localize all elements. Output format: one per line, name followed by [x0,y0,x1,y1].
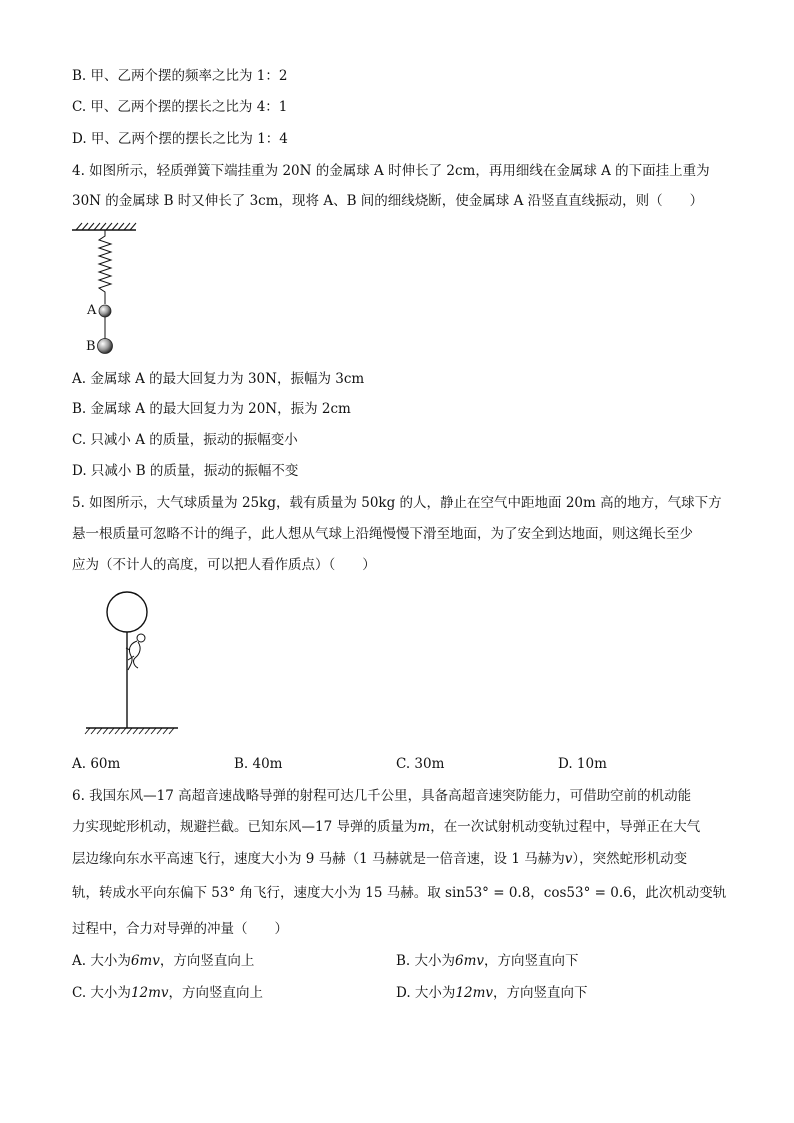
q4-stem-line1: 4. 如图所示，轻质弹簧下端挂重为 20N 的金属球 A 时伸长了 2cm，再用细线在金属球 A 的下面挂上重为 [72,163,710,179]
q6-option-b-prefix: B. 大小为 [396,953,456,969]
q6-option-b [396,952,579,970]
spring-figure [70,220,150,360]
q6-velocity-symbol: v [564,851,573,867]
q6-option-a-prefix: A. 大小为 [72,953,131,969]
q5-stem-line2: 悬一根质量可忽略不计的绳子，此人想从气球上沿绳慢慢下滑至地面，为了安全到达地面，则这绳长至少 [72,526,693,542]
q6-option-a-value: 6mv [130,953,160,969]
q6-stem-line2-a: 力实现蛇形机动，规避拦截。已知东风—17 导弹的质量为 [72,819,418,835]
ball-b-label: B [86,339,96,354]
q6-option-d-direction: ，方向竖直向下 [493,985,588,1001]
q6-stem-line2-b: ，在一次试射机动变轨过程中，导弹正在大气 [430,819,701,835]
q5-option-d: D. 10m [558,756,607,772]
q6-mass-symbol: m [417,819,431,835]
q6-stem-line3 [72,850,687,868]
q6-option-c-value: 12mv [130,985,169,1001]
q6-option-a [72,952,254,970]
q5-option-a: A. 60m [72,756,121,772]
q6-option-d-value: 12mv [455,985,494,1001]
q4-option-a: A. 金属球 A 的最大回复力为 30N，振幅为 3cm [72,371,365,387]
q6-option-b-value: 6mv [455,953,485,969]
q6-stem-line2 [72,818,700,836]
q5-option-c: C. 30m [396,756,445,772]
q4-option-d: D. 只减小 B 的质量，振动的振幅不变 [72,463,299,479]
q6-stem-line1: 6. 我国东风—17 高超音速战略导弹的射程可达几千公里，具备高超音速突防能力，可借助空前的机动能 [72,788,692,804]
q4-option-b: B. 金属球 A 的最大回复力为 20N，振为 2cm [72,401,351,417]
ball-a-label: A [87,303,97,318]
q6-stem-line4: 轨，转成水平向东偏下 53° 角飞行，速度大小为 15 马赫。取 sin53° = 0.8，cos53° = 0.6，此次机动变轨 [72,885,727,901]
q6-option-c [72,984,263,1002]
q6-option-d [396,984,588,1002]
q3-option-d: D. 甲、乙两个摆的摆长之比为 1：4 [72,131,288,147]
q5-stem-line1: 5. 如图所示，大气球质量为 25kg，载有质量为 50kg 的人，静止在空气中距地面 20m 高的地方，气球下方 [72,495,722,511]
q6-option-c-direction: ，方向竖直向上 [168,985,264,1001]
balloon-figure [82,586,202,746]
q6-stem-line5: 过程中，合力对导弹的冲量（ ） [72,921,288,937]
q5-stem-line3: 应为（不计人的高度，可以把人看作质点）（ ） [72,557,376,573]
q3-option-c: C. 甲、乙两个摆的摆长之比为 4：1 [72,99,288,115]
q6-stem-line3-a: 层边缘向东水平高速飞行，速度大小为 9 马赫（1 马赫就是一倍音速，设 1 马赫为 [72,851,565,867]
q4-option-c: C. 只减小 A 的质量，振动的振幅变小 [72,432,298,448]
q6-option-d-prefix: D. 大小为 [396,985,456,1001]
q6-option-a-direction: ，方向竖直向上 [159,953,255,969]
q6-option-b-direction: ，方向竖直向下 [484,953,579,969]
q5-option-b: B. 40m [234,756,283,772]
q3-option-b: B. 甲、乙两个摆的频率之比为 1：2 [72,68,288,84]
q6-option-c-prefix: C. 大小为 [72,985,131,1001]
q6-stem-line3-b: ），突然蛇形机动变 [572,851,688,867]
q4-stem-line2: 30N 的金属球 B 时又伸长了 3cm，现将 A、B 间的细线烧断，使金属球 A 沿竖直直线振动，则（ ） [72,193,704,209]
